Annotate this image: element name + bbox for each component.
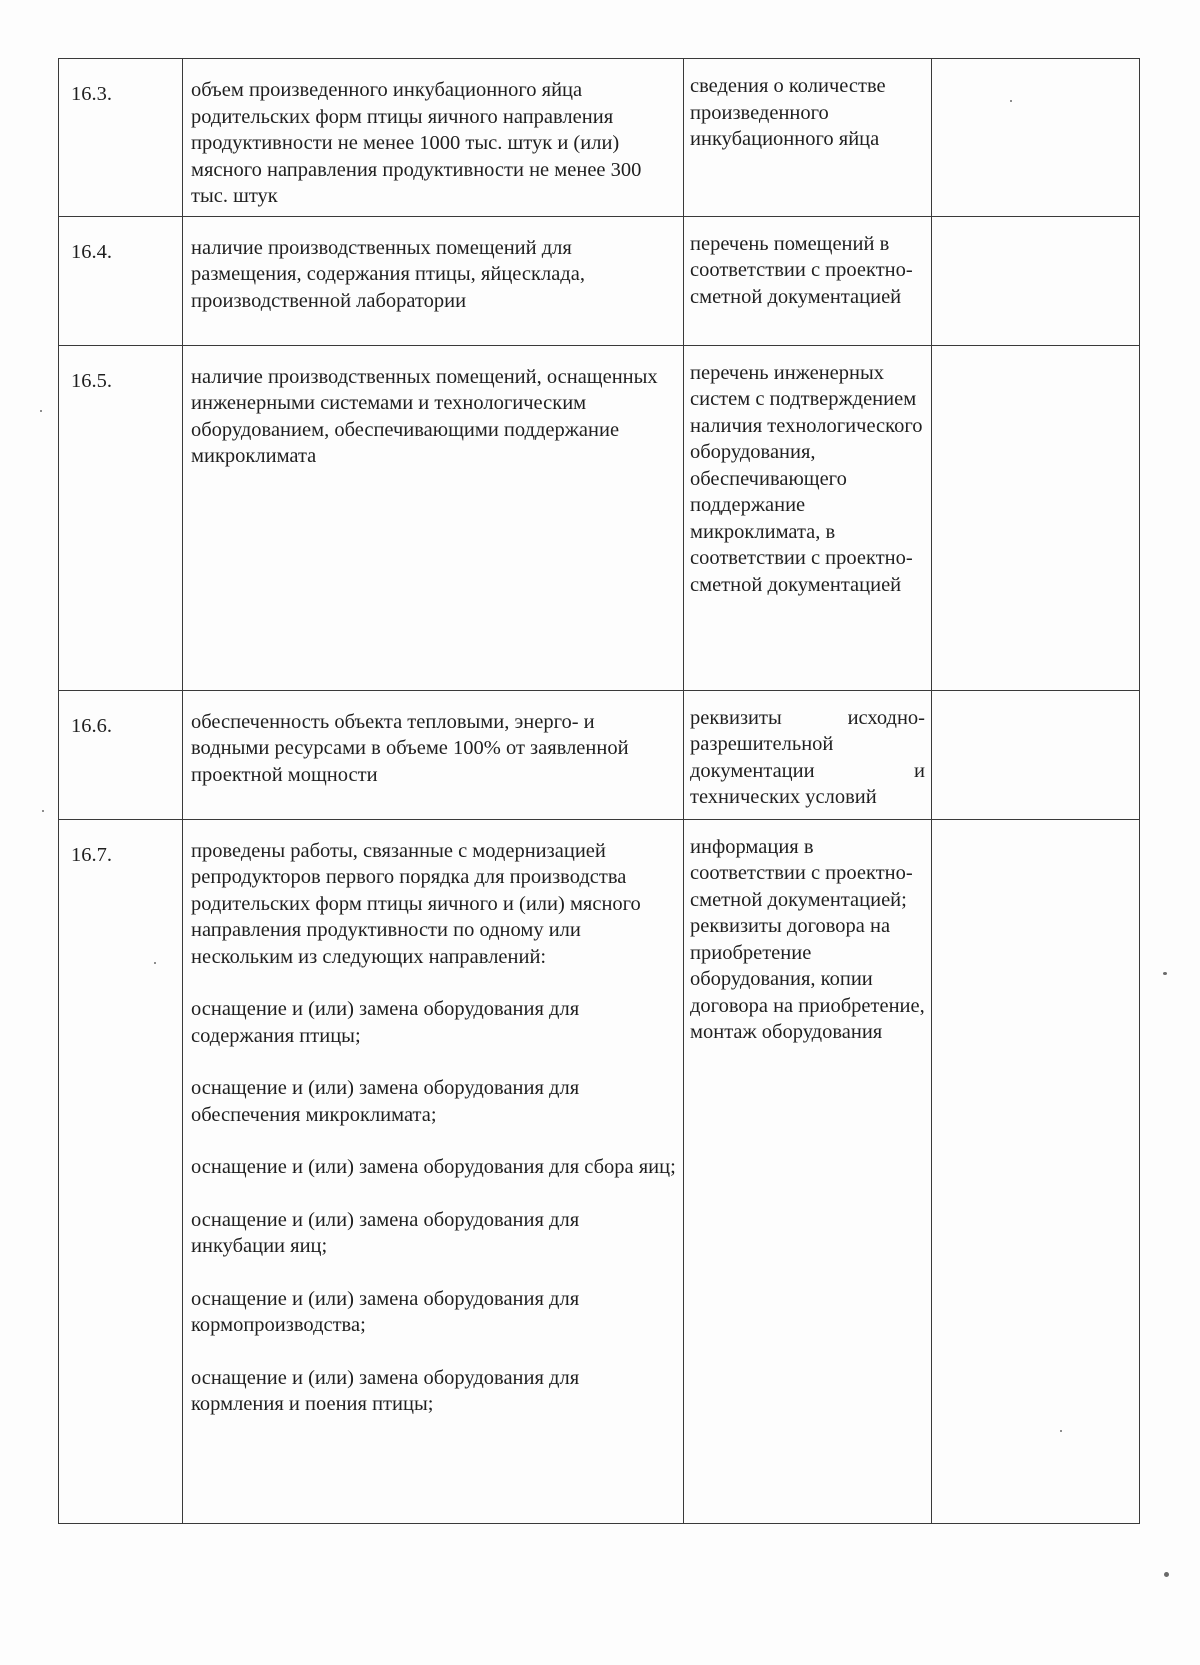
requirement-text: объем произведенного инкубационного яйца родительских форм птицы яичного направления продуктивности не менее 1000 тыс. штук и (или) мясного направления продуктивности не менее 300 тыс. штук: [191, 79, 642, 207]
requirement-paragraph: оснащение и (или) замена оборудования для содержания птицы;: [191, 998, 580, 1047]
documents-cell: [684, 690, 932, 819]
scan-speck: [154, 962, 156, 964]
documents-text: информация в соответствии с проектно-сметной документацией; реквизиты договора на приобретение оборудования, копии договора на приобретение, монтаж оборудования: [690, 835, 925, 1043]
requirement-paragraph: оснащение и (или) замена оборудования для кормопроизводства;: [191, 1287, 580, 1336]
requirement-cell: [183, 819, 684, 1523]
requirement-paragraph: оснащение и (или) замена оборудования для обеспечения микроклимата;: [191, 1077, 580, 1126]
requirement-paragraph: оснащение и (или) замена оборудования для инкубации яиц;: [191, 1208, 580, 1257]
row-number: 16.7.: [71, 843, 112, 866]
requirement-paragraph: проведены работы, связанные с модернизацией репродукторов первого порядка для производства родительских форм птицы яичного и (или) мясного направления продуктивности по одному или нескольким из следующих направлений:: [191, 839, 641, 968]
extra-cell: [932, 819, 1140, 1523]
row-number: 16.6.: [71, 714, 112, 737]
row-number-cell: [59, 345, 183, 690]
documents-cell: [684, 216, 932, 345]
extra-cell: [932, 59, 1140, 217]
requirement-cell: [183, 345, 684, 690]
row-number-cell: [59, 216, 183, 345]
documents-text: сведения о количестве произведенного инкубационного яйца: [690, 75, 886, 150]
documents-cell: [684, 819, 932, 1523]
row-number: 16.3.: [71, 83, 112, 105]
table-row: [59, 59, 1140, 217]
table-row: [59, 819, 1140, 1523]
requirement-text: наличие производственных помещений, оснащенных инженерными системами и технологическим оборудованием, обеспечивающими поддержание микроклимата: [191, 365, 658, 467]
documents-text: перечень помещений в соответствии с проектно-сметной документацией: [690, 232, 913, 308]
requirement-list: [183, 820, 683, 1424]
requirement-cell: [183, 59, 684, 217]
extra-cell: [932, 216, 1140, 345]
requirement-cell: [183, 690, 684, 819]
scan-speck: [1163, 972, 1167, 975]
row-number-cell: [59, 690, 183, 819]
row-number-cell: [59, 819, 183, 1523]
scan-speck: [1164, 1572, 1169, 1577]
documents-justified-text: реквизиты исходно-разрешительной документации и: [690, 706, 925, 782]
documents-last-line: технических условий: [690, 786, 877, 808]
requirements-table: [58, 58, 1140, 1524]
documents-cell: [684, 345, 932, 690]
documents-cell: [684, 59, 932, 217]
documents-text: перечень инженерных систем с подтверждением наличия технологического оборудования, обеспечивающего поддержание микроклимата, в соответствии с проектно-сметной документацией: [690, 361, 923, 596]
scan-speck: [1010, 100, 1012, 102]
documents-text-block: [684, 691, 931, 817]
table-row: [59, 690, 1140, 819]
requirement-text: обеспеченность объекта тепловыми, энерго- и водными ресурсами в объеме 100% от заявленной проектной мощности: [191, 710, 629, 786]
row-number: 16.4.: [71, 240, 112, 263]
table-row: [59, 216, 1140, 345]
extra-cell: [932, 690, 1140, 819]
row-number: 16.5.: [71, 369, 112, 392]
scan-speck: [1060, 1430, 1062, 1432]
requirement-paragraph: оснащение и (или) замена оборудования для сбора яиц;: [191, 1156, 676, 1178]
requirement-text: наличие производственных помещений для размещения, содержания птицы, яйцесклада, производственной лаборатории: [191, 236, 585, 312]
requirement-cell: [183, 216, 684, 345]
requirement-paragraph: оснащение и (или) замена оборудования для кормления и поения птицы;: [191, 1366, 580, 1415]
extra-cell: [932, 345, 1140, 690]
scan-speck: [40, 410, 42, 412]
table-row: [59, 345, 1140, 690]
scan-speck: [42, 810, 44, 812]
row-number-cell: [59, 59, 183, 217]
